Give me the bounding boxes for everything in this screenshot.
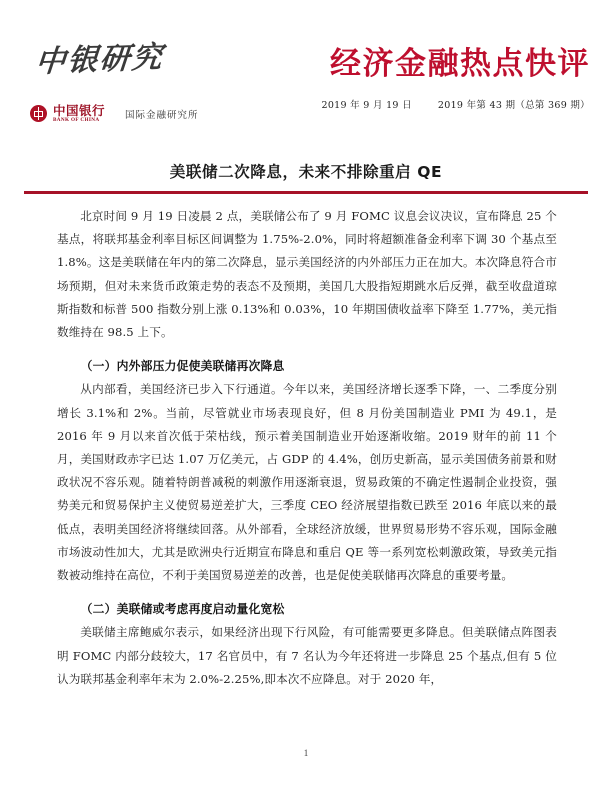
masthead-divider <box>24 191 588 194</box>
publication-block <box>321 48 590 111</box>
publication-issue: 2019 年第 43 期（总第 369 期） <box>437 99 590 111</box>
section-heading: （一）内外部压力促使美联储再次降息 <box>80 359 285 374</box>
body-paragraph: 北京时间 9 月 19 日凌晨 2 点，美联储公布了 9 月 FOMC 议息会议决议，宣布降息 25 个基点，将联邦基金利率目标区间调整为 1.75%-2.0%，同时将超额准备金利率下调 30 个基点至 1.8%。这是美联储在年内的第二次降息，显示美国经济的内外部压力正在加大。本次降息符合市场预期，但对未来货币政策走势的表态不及预期，美国几大股指短期跳水后反弹，截至收盘道琼斯指数和标普 500 指数分别上涨 0.13%和 0.03%，10 年期国债收益率下降至 1.77%，美元指数维持在 98.5 上下。 <box>57 209 557 340</box>
publication-date: 2019 年 9 月 19 日 <box>321 99 412 111</box>
bank-of-china-logo-icon <box>30 105 47 122</box>
page-number: 1 <box>303 748 309 758</box>
body-paragraph: 美联储主席鲍威尔表示，如果经济出现下行风险，有可能需要更多降息。但美联储点阵图表明 FOMC 内部分歧较大，17 名官员中，有 7 名认为今年还将进一步降息 25 个基点,但有 5 位认为联邦基金利率年末为 2.0%-2.25%,即本次不应降息。对于 2020 年， <box>57 625 557 686</box>
section-heading: （二）美联储或考虑再度启动量化宽松 <box>80 602 285 617</box>
page-title: 美联储二次降息，未来不排除重启 QE <box>169 163 443 181</box>
institute-name: 国际金融研究所 <box>125 109 199 121</box>
document-body <box>57 205 557 691</box>
bank-name-cn: 中国银行 <box>53 103 106 118</box>
bank-name-en: BANK OF CHINA <box>53 117 100 124</box>
brand-block <box>30 39 320 124</box>
body-paragraph: 从内部看，美国经济已步入下行通道。今年以来，美国经济增长逐季下降，一、二季度分别增长 3.1%和 2%。当前，尽管就业市场表现良好，但 8 月份美国制造业 PMI 为 49.1，是 2016 年 9 月以来首次低于荣枯线，预示着美国制造业开始逐渐收缩。2019 财年的前 11 个月，美国财政赤字已达 1.07 万亿美元，占 GDP 的 4.4%，创历史新高，显示美国债务前景和财政状况不容乐观。随着特朗普减税的刺激作用逐渐衰退，贸易政策的不确定性遏制企业投资，强势美元和贸易保护主义使贸易逆差扩大，三季度 CEO 经济展望指数已跌至 2016 年底以来的最低点，表明美国经济将继续回落。从外部看，全球经济放缓，世界贸易形势不容乐观，国际金融市场波动性加大，尤其是欧洲央行近期宣布降息和重启 QE 等一系列宽松刺激政策，导致美元指数被动维持在高位，不利于美国贸易逆差的改善，也是促使美联储再次降息的重要考量。 <box>57 382 557 583</box>
publication-meta <box>321 97 590 111</box>
calligraphy-logo: 中银研究 <box>33 39 166 80</box>
bank-name-group <box>53 104 105 123</box>
bank-identity <box>30 104 199 123</box>
masthead <box>0 39 612 148</box>
publication-title: 经济金融热点快评 <box>330 46 590 82</box>
